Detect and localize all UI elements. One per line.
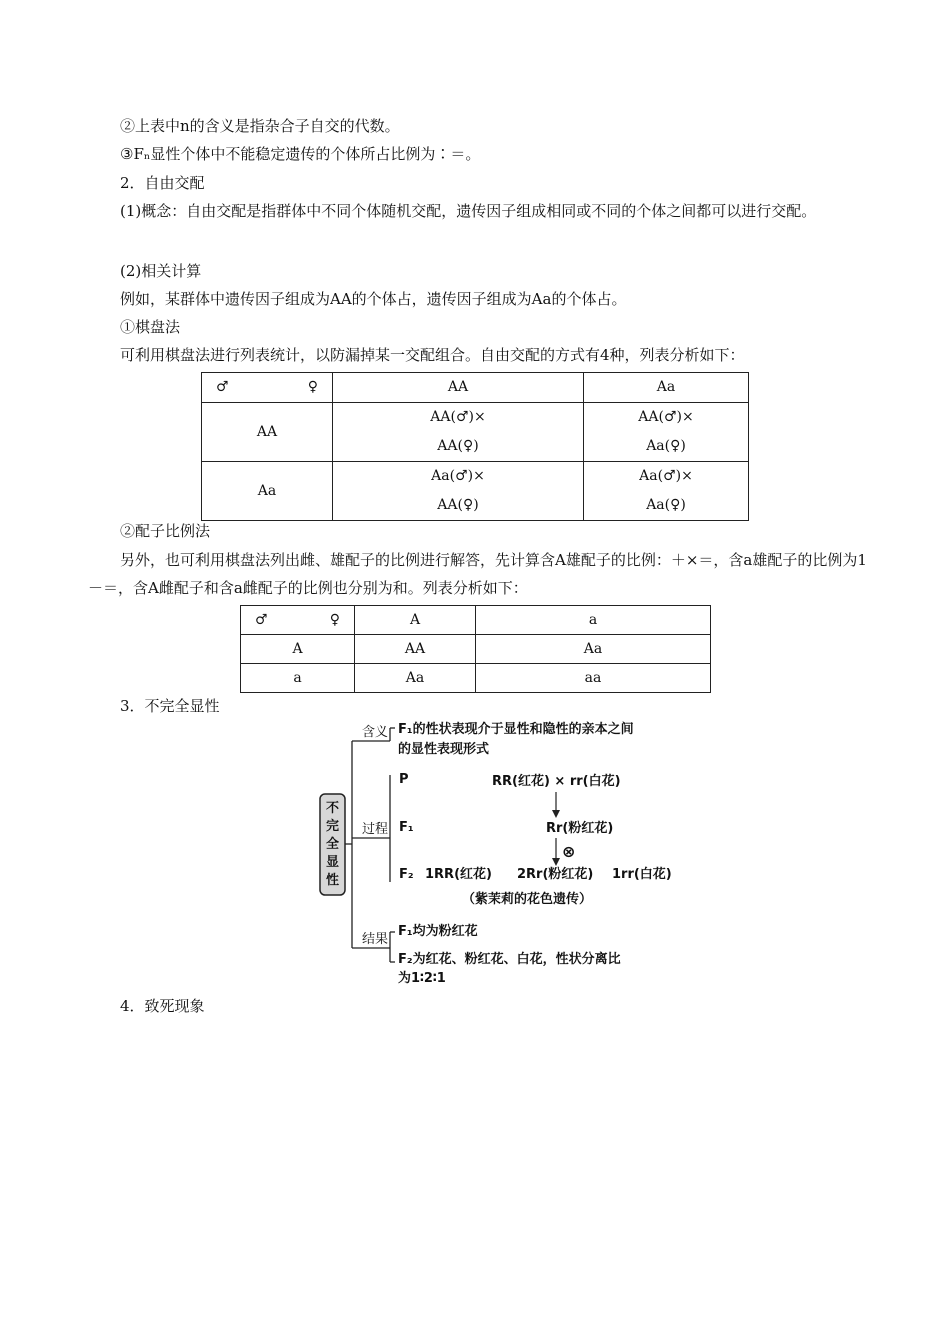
label-result: 结果 [362,932,389,947]
root-char: 显 [325,855,340,870]
result-text: 为1∶2∶1 [398,971,446,986]
paragraph-concept: (1)概念：自由交配是指群体中不同个体随机交配，遗传因子组成相同或不同的个体之间都可以进行交配。 [120,202,817,220]
paragraph-gamete-ratio: 另外，也可利用棋盘法列出雌、雄配子的比例进行解答，先计算含A雄配子的比例：＋×＝，含a雄配子的比例为1－＝，含A雌配子和含a雌配子的比例也分别为和。列表分析如下： [88,551,867,597]
generation-label-f2: F₂ [399,867,414,882]
root-char: 全 [325,837,340,852]
subheading-gamete-ratio: ②配子比例法 [120,522,211,540]
table-cell: Aa(♂)× AA(♀) [333,462,584,521]
female-symbol: ♀ [307,379,318,395]
f2-genotype: 1RR(红花) [425,867,492,882]
f1-value: Rr(粉红花) [546,821,614,836]
f2-genotype: 2Rr(粉红花) [517,867,594,882]
text-line-fn-ratio: ③Fₙ显性个体中不能稳定遗传的个体所占比例为∶＝。 [120,145,481,163]
root-char: 不 [325,801,340,816]
text-line-n-meaning: ②上表中n的含义是指杂合子自交的代数。 [120,117,400,135]
text-line-checkerboard-intro: 可利用棋盘法进行列表统计，以防漏掉某一交配组合。自由交配的方式有4种，列表分析如下： [120,346,745,364]
row-header: a [241,664,355,693]
meaning-text: 的显性表现形式 [398,742,490,757]
row-header: AA [202,403,333,462]
label-process: 过程 [362,822,389,837]
result-text: F₂为红花、粉红花、白花，性状分离比 [398,952,621,967]
meaning-text: F₁的性状表现介于显性和隐性的亲本之间 [398,722,634,737]
column-header: A [355,606,476,635]
table-cell: Aa(♂)× Aa(♀) [584,462,749,521]
arrow-head [552,810,560,818]
generation-label-f1: F₁ [399,820,414,835]
male-symbol: ♂ [255,612,268,628]
arrow-head [552,858,560,866]
root-char: 完 [325,819,340,834]
table-cell: Aa [355,664,476,693]
self-cross-symbol: ⊗ [562,842,576,861]
section-heading-incomplete-dominance: 3．不完全显性 [120,697,220,715]
label-meaning: 含义 [362,725,389,740]
root-char: 性 [325,873,340,888]
column-header: AA [333,373,584,403]
female-symbol: ♀ [329,612,340,628]
result-text: F₁均为粉红花 [398,924,478,939]
table-cell: AA(♂)× Aa(♀) [584,403,749,462]
male-symbol: ♂ [216,379,229,395]
subheading-calculation: (2)相关计算 [120,262,202,280]
text-line-example: 例如，某群体中遗传因子组成为AA的个体占，遗传因子组成为Aa的个体占。 [120,290,627,308]
row-header: A [241,635,355,664]
table-cell: aa [476,664,711,693]
column-header: a [476,606,711,635]
p-cross: RR(红花) × rr(白花) [492,774,621,789]
table-cell: AA(♂)× AA(♀) [333,403,584,462]
generation-label-p: P [399,772,409,787]
diagram-caption: （紫茉莉的花色遗传） [462,892,593,907]
section-heading-free-mating: 2．自由交配 [120,174,205,192]
section-heading-lethal: 4．致死现象 [120,997,205,1015]
column-header: Aa [584,373,749,403]
row-header: Aa [202,462,333,521]
table-cell: Aa [476,635,711,664]
subheading-checkerboard: ①棋盘法 [120,318,181,336]
table-cell: AA [355,635,476,664]
f2-genotype: 1rr(白花) [612,867,672,882]
